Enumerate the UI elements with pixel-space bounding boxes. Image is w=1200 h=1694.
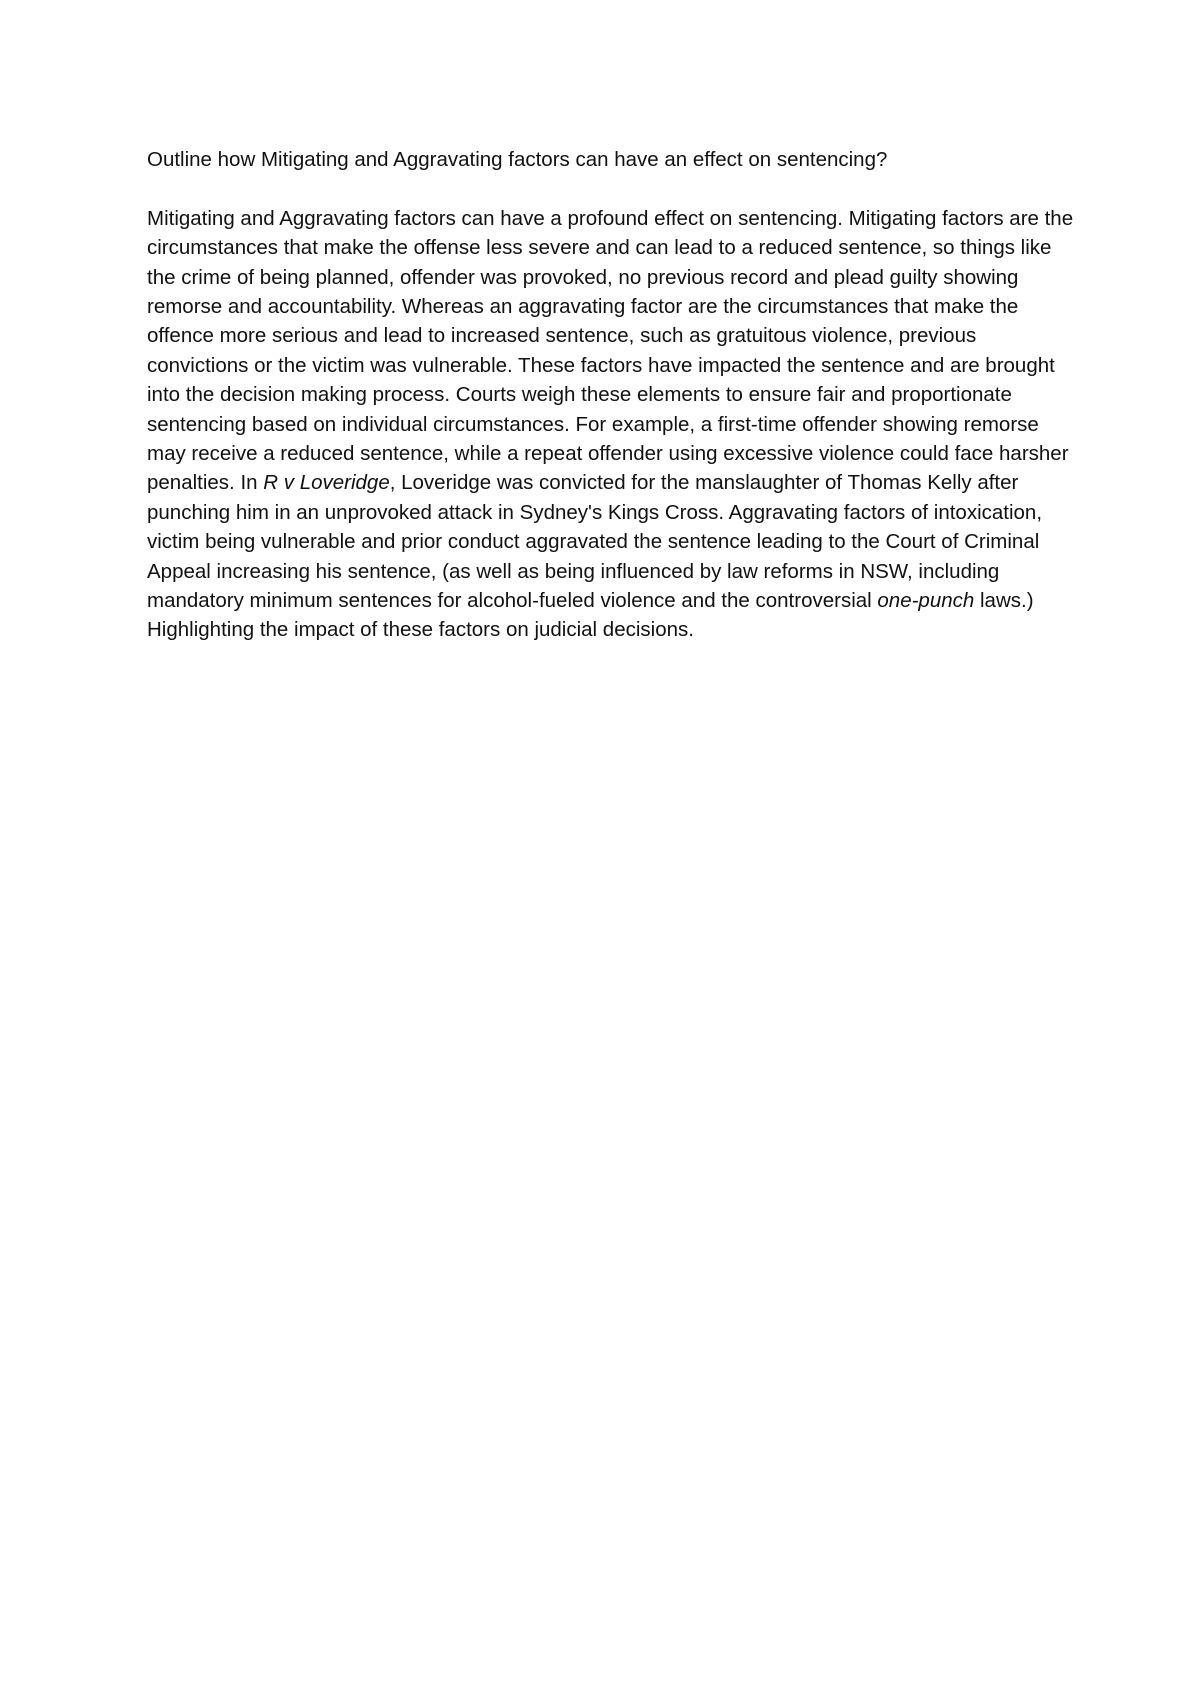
answer-text-part2: , Loveridge was convicted for the manslaughter of Thomas Kelly after punching him in an unprovoked attack in Sydney's Kings Cross. Aggravating factors of intoxication, victim being vulnerable and prior conduct aggravated the sentence leading to the Court of Criminal Appeal increasing his sentence, (as well as being influenced by law reforms in NSW, including mandatory minimum sentences for alcohol-fueled violence and the controversial xyxy=(147,471,1043,613)
document-content xyxy=(147,145,1077,645)
answer-text-part1: Mitigating and Aggravating factors can have a profound effect on sentencing. Mitigating factors are the circumstances that make the offense less severe and can lead to a reduced sentence, so things like the crime of being planned, offender was provoked, no previous record and plead guilty showing remorse and accountability. Whereas an aggravating factor are the circumstances that make the offence more serious and lead to increased sentence, such as gratuitous violence, previous convictions or the victim was vulnerable. These factors have impacted the sentence and are brought into the decision making process. Courts weigh these elements to ensure fair and proportionate sentencing based on individual circumstances. For example, a first-time offender showing remorse may receive a reduced sentence, while a repeat offender using excessive violence could face harsher penalties. In xyxy=(147,206,1074,495)
answer-text-part3: laws.) Highlighting the impact of these factors on judicial decisions. xyxy=(147,589,1034,642)
question-heading: Outline how Mitigating and Aggravating factors can have an effect on sentencing? xyxy=(147,148,888,171)
case-name: R v Loveridge xyxy=(263,471,390,495)
answer-paragraph xyxy=(147,204,1077,645)
law-name: one-punch xyxy=(877,589,975,613)
